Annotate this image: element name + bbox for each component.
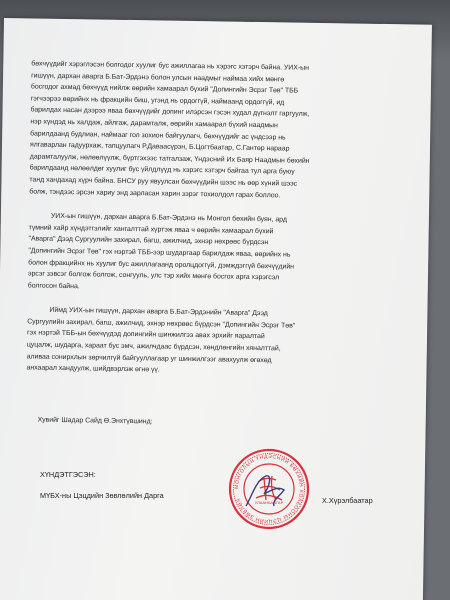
stamp-ring-text: МОНГОЛЫН ҮНДЭСНИЙ БӨХИЙН ХОЛБООНЫ ЦЭЦИЙН ЗӨВЛӨЛ bbox=[233, 453, 305, 525]
text-line: барилдаанд нөлөөлдөг хуулиг бус үйлдлүүд нь хэрэгс хэтэрч байгаа тул арга буюу bbox=[29, 164, 295, 176]
letter-body bbox=[26, 58, 408, 431]
text-line: гишүүн, дархан аварга Б.Бат-Эрдэнэ болон улсын наадмыг наймаа хийх мөнгө bbox=[31, 72, 285, 84]
official-stamp bbox=[228, 448, 310, 530]
text-line: "Аварга" Дээд Сургуулийн захирал, багш, ажилчид, эхнэр нөхрөөс бүрдсэн bbox=[28, 235, 269, 247]
spacer bbox=[26, 374, 403, 420]
text-line: нэр хүндэд нь халдаж, айлгаж, дарамталж, өөрийн хамаарал бүхий наадмын bbox=[30, 118, 278, 130]
text-line: ялгаварлан гадуурхаж, тапцуулагч Р.Даваасүрэн, Б.Цогтбаатар, С.Гантөр нараар bbox=[29, 141, 290, 153]
paragraph-1 bbox=[29, 58, 407, 203]
text-line: дарамталуулж, нөлөөлүүлж, бүртгэхээс татгалзаж, Үндэсний Их Баяр Наадмын бөхийн bbox=[29, 153, 310, 165]
text-line: Иймд УИХ-ын гишүүн, дархан аварга Б.Бат-Эрдэнийн "Аварга" Дээд bbox=[49, 307, 268, 318]
signer-name: Х.Хүрэлбаатар bbox=[322, 496, 373, 505]
paragraph-3 bbox=[26, 305, 403, 380]
text-line: барилдаанд будлиан, наймааг гол зохион байгуулагч, бөхчүүдийг ас үндсээр нь bbox=[30, 129, 286, 142]
text-line: түмний хайр хүндэтгэлийг хангалттай хүртэж яваа ч өөрийн хамаарал бүхий bbox=[28, 224, 274, 235]
text-line: аливаа сонирхлын зөрчилгүй байгууллагаар уг шинжилгээг авахуулж өгөхөд bbox=[26, 353, 272, 364]
signer-title: МҮБХ-ны Цэцдийн Зөвлөлийн Дарга bbox=[40, 491, 164, 500]
text-line: болж, тэндээс эрсэн хариу энд зарласан харин зэрэг тохиолдол гарах боллоо. bbox=[29, 187, 281, 199]
text-line: Сургуулийн захирал, багш, ажилчид, эхнэр нөхрөөс бүрдсэн "Допингийн Эсрэг Төв" bbox=[27, 318, 296, 330]
text-line: "Допингийн Эсрэг Төв" гэх нэртэй ТББ-ээр шударгаар барилдаж яваа, өөрийнх нь bbox=[28, 247, 291, 259]
text-line: цуцалж, шударга, хараат бус эмч, ажилчдаас бүрдсэн, хөндлөнгийн хяналттай, bbox=[26, 341, 281, 353]
text-line: болон фракцийнх нь хуулиг бус ажиллагаанд оролцдоггүй, дэмждэггүй бөхчүүдийн bbox=[28, 258, 295, 271]
text-line: УИХ-ын гишүүн, дархан аварга Б.Бат-Эрдэнэ нь Монгол бөхийн буян, ард bbox=[50, 212, 287, 224]
text-line: гэгчээрээ өөрийнх нь фракцийн биш, угэнд нь ордоггүй, наймаанд ордоггүй, ид bbox=[30, 95, 285, 107]
stamp-center-text: УЛААНБААТАР bbox=[254, 500, 284, 505]
text-line: эрсэг зэвсэг болгож болгож, сонгууль, улс тэр хийх мөнгө босгох арга хэрэгсэл bbox=[27, 270, 280, 282]
text-line: анхаарал хандуулж, шийдвэрлэж өгнө үү. bbox=[26, 364, 160, 374]
paragraph-2 bbox=[28, 211, 405, 298]
text-line: болгосон байна. bbox=[27, 282, 80, 290]
text-line: танд хандахад хүрч байна. БНСУ руу явуулсан бөхчүүдийн шээс нь өөр хүний шээс bbox=[29, 176, 298, 188]
letter-sheet bbox=[0, 18, 432, 600]
closing-label: ХҮНДЭТГЭСЭН: bbox=[40, 470, 96, 479]
text-line: гэх нэртэй ТББ-ын бөхчүүдэд допингийн шинжилгээ авах эрхийг яаралтай bbox=[26, 329, 265, 341]
text-line: барилдах насан дээрээ яваа бөхчүүдийг допинг илэрсэн гэсэн худал дүгнэлт гаргуулж, bbox=[30, 106, 310, 119]
text-line: бөхчүүдийг хэрэглэсэн болгодог хуулиг бус ажиллагаа нь хэрэгс хэтэрч байна. УИХ-ын bbox=[31, 60, 309, 72]
text-line: босгодог ахмад бөхчүүд нийлж өөрийн хамаарал бүхий "Допингийн Эсрэг Төв" ТББ bbox=[30, 83, 299, 95]
addressee-line: Хувийг Шадар Сайд Ө.Энхтүвшинд: bbox=[37, 416, 153, 426]
